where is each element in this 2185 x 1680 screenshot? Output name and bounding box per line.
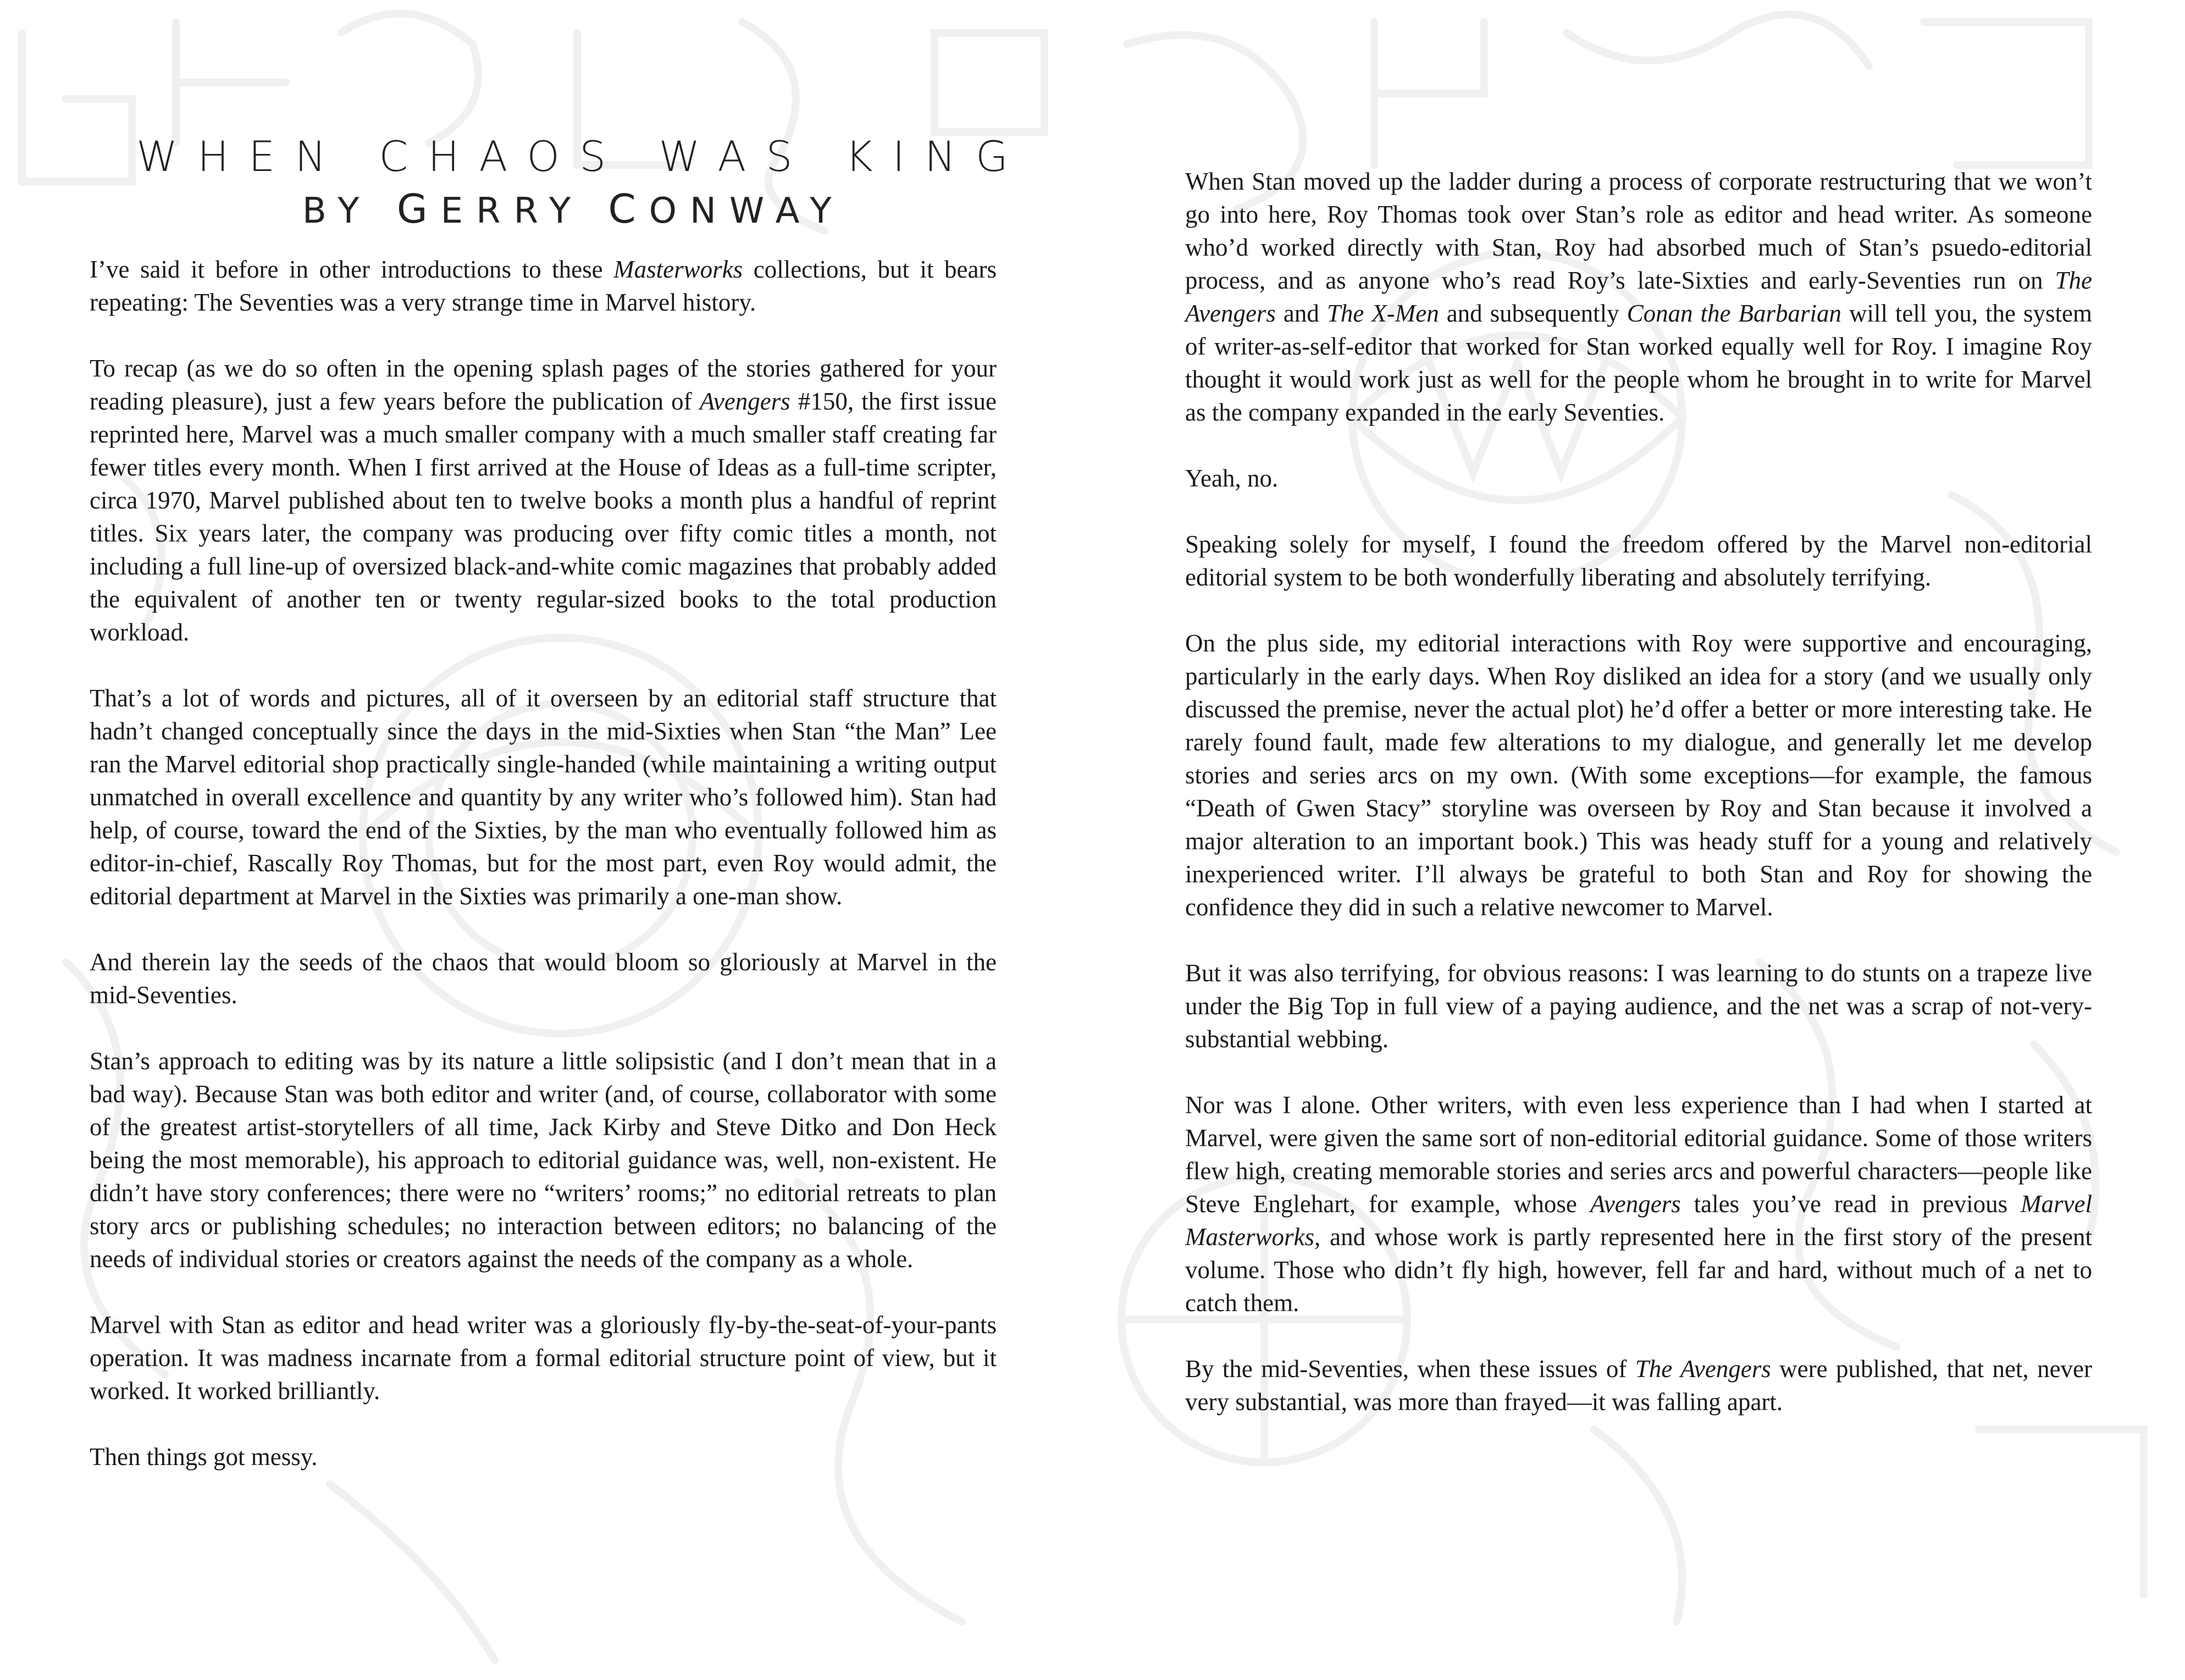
author-last-rest: ONWAY — [649, 191, 845, 231]
left-column — [90, 253, 997, 1506]
article-title: WHEN CHAOS WAS KING — [136, 132, 1028, 181]
author-first-rest: ERRY — [440, 191, 584, 231]
text-run: By the mid-Seventies, when these issues of — [1185, 1355, 1635, 1383]
paragraph — [1185, 165, 2092, 429]
title-block — [82, 129, 1028, 236]
paragraph: And therein lay the seeds of the chaos that would bloom so gloriously at Marvel in the mid-Seventies. — [90, 948, 997, 1009]
paragraph — [1185, 1352, 2092, 1418]
text-run: were published, that net, never very substantial, was more than frayed—it was falling apart. — [1185, 1355, 2092, 1416]
italic-title: Conan the Barbarian — [1627, 300, 1841, 327]
italic-title: Masterworks — [613, 256, 743, 283]
text-run: tales you’ve read in previous — [1680, 1190, 2021, 1218]
text-run: #150, the first issue reprinted here, Marvel was a much smaller company with a much smaller staff creating far fewer titles every month. When I first arrived at the House of Ideas as a full-time scripter, circa 1970, Marvel published about ten to twelve books a month plus a handful of reprint titles. Six years later, the company was producing over fifty comic titles a month, not including a full line-up of oversized black-and-white comic magazines that probably added the equivalent of another ten or twenty regular-sized books to the total production workload. — [90, 388, 997, 646]
text-run: When Stan moved up the ladder during a process of corporate restructuring that we won’t go into here, Roy Thomas took over Stan’s role as editor and head writer. As someone who’d worked directly with Stan, Roy had absorbed much of Stan’s psuedo-editorial process, and as anyone who’s read Roy’s late-Sixties and early-Seventies run on — [1185, 168, 2092, 294]
paragraph: But it was also terrifying, for obvious reasons: I was learning to do stunts on a trapeze live under the Big Top in full view of a paying audience, and the net was a scrap of not-very-substantial webbing. — [1185, 959, 2092, 1053]
paragraph: Yeah, no. — [1185, 465, 1279, 492]
text-run: I’ve said it before in other introductions to these — [90, 256, 614, 283]
text-run: and subsequently — [1439, 300, 1627, 327]
italic-title: Avengers — [699, 388, 790, 415]
text-run: and — [1275, 300, 1327, 327]
paragraph — [90, 352, 997, 649]
italic-title: Marvel Masterworks — [1185, 1190, 2092, 1251]
italic-title: The Avengers — [1635, 1355, 1771, 1383]
paragraph: Then things got messy. — [90, 1443, 318, 1471]
author-last-initial: C — [608, 186, 649, 232]
text-run: will tell you, the system of writer-as-self-editor that worked for Stan worked equally well for Roy. I imagine Roy thought it would work just as well for the people whom he brought in to write for Marvel as the company expanded in the early Seventies. — [1185, 300, 2092, 426]
text-run: To recap (as we do so often in the opening splash pages of the stories gathered for your reading pleasure), just a few years before the publication of — [90, 355, 997, 415]
text-run: collections, but it bears repeating: The Seventies was a very strange time in Marvel history. — [90, 256, 997, 316]
paragraph — [1185, 1088, 2092, 1319]
paragraph: That’s a lot of words and pictures, all of it overseen by an editorial staff structure that hadn’t changed conceptually since the days in the mid-Sixties when Stan “the Man” Lee ran the Marvel editorial shop practically single-handed (while maintaining a writing output unmatched in overall excellence and quantity by any writer who’s followed him). Stan had help, of course, toward the end of the Sixties, by the man who eventually followed him as editor-in-chief, Rascally Roy Thomas, but for the most part, even Roy would admit, the editorial department at Marvel in the Sixties was primarily a one-man show. — [90, 684, 997, 910]
byline-by: BY — [302, 191, 373, 231]
text-run: , and whose work is partly represented here in the first story of the present volume. Those who didn’t fly high, however, fell far and hard, without much of a net to catch them. — [1185, 1223, 2092, 1317]
author-byline — [82, 184, 1006, 236]
right-column — [1185, 165, 2092, 1451]
paragraph: Marvel with Stan as editor and head writer was a gloriously fly-by-the-seat-of-your-pants operation. It was madness incarnate from a formal editorial structure point of view, but it worked. It worked brilliantly. — [90, 1311, 997, 1405]
paragraph — [90, 253, 997, 319]
paragraph: Stan’s approach to editing was by its nature a little solipsistic (and I don’t mean that in a bad way). Because Stan was both editor and writer (and, of course, collaborator with some of the greatest artist-storytellers of all time, Jack Kirby and Steve Ditko and Don Heck being the most memorable), his approach to editorial guidance was, well, non-existent. He didn’t have story conferences; there were no “writers’ rooms;” no editorial retreats to plan story arcs or publishing schedules; no interaction between editors; no balancing of the needs of individual stories or creators against the needs of the company as a whole. — [90, 1047, 997, 1273]
author-first-initial: G — [396, 186, 441, 232]
italic-title: Avengers — [1590, 1190, 1681, 1218]
italic-title: The Avengers — [1185, 267, 2092, 327]
paragraph: On the plus side, my editorial interactions with Roy were supportive and encouraging, particularly in the early days. When Roy disliked an idea for a story (and we usually only discussed the premise, never the actual plot) he’d offer a better or more interesting take. He rarely found fault, made few alterations to my dialogue, and generally let me develop stories and series arcs on my own. (With some exceptions—for example, the famous “Death of Gwen Stacy” storyline was overseen by Roy and Stan because it involved a major alteration to an important book.) This was heady stuff for a young and relatively inexperienced writer. I’ll always be grateful to both Stan and Roy for showing the confidence they did in such a relative newcomer to Marvel. — [1185, 629, 2092, 921]
paragraph: Speaking solely for myself, I found the freedom offered by the Marvel non-editorial editorial system to be both wonderfully liberating and absolutely terrifying. — [1185, 530, 2092, 591]
text-run: Nor was I alone. Other writers, with even less experience than I had when I started at Marvel, were given the same sort of non-editorial editorial guidance. Some of those writers flew high, creating memorable stories and series arcs and powerful characters—people like Steve Englehart, for example, whose — [1185, 1091, 2092, 1218]
italic-title: The X-Men — [1326, 300, 1439, 327]
